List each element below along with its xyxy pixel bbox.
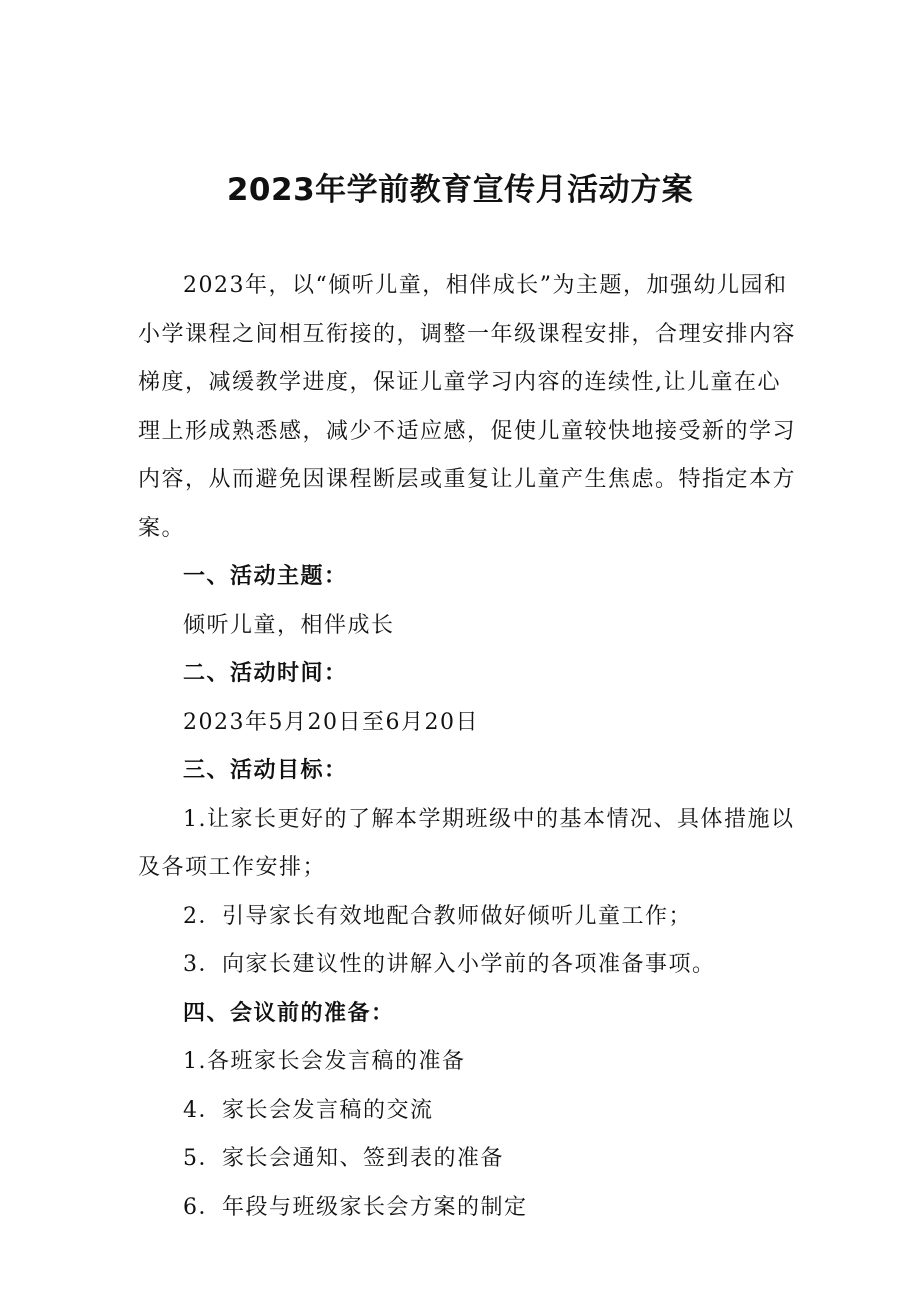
goal-item: 1.让家长更好的了解本学期班级中的基本情况、具体措施以及各项工作安排；	[138, 806, 795, 880]
preparation-item: 1.各班家长会发言稿的准备	[183, 1049, 466, 1074]
section-heading-goals: 三、活动目标：	[183, 758, 348, 783]
section-heading-time: 二、活动时间：	[183, 661, 348, 686]
preparation-item: 5．家长会通知、签到表的准备	[183, 1146, 504, 1171]
document-body	[138, 262, 798, 1232]
goal-item: 3．向家长建议性的讲解入小学前的各项准备事项。	[183, 952, 716, 977]
time-text: 2023年5月20日至6月20日	[183, 709, 479, 735]
section-heading-preparation: 四、会议前的准备：	[183, 1000, 395, 1026]
section-heading-theme: 一、活动主题：	[183, 564, 348, 589]
goal-item: 2．引导家长有效地配合教师做好倾听儿童工作；	[183, 903, 692, 929]
theme-text: 倾听儿童，相伴成长	[183, 612, 395, 638]
intro-paragraph: 2023年，以“倾听儿童，相伴成长”为主题，加强幼儿园和小学课程之间相互衔接的，调整一年级课程安排，合理安排内容梯度，减缓教学进度，保证儿童学习内容的连续性,让儿童在心理上形成熟悉感，减少不适应感，促使儿童较快地接受新的学习内容，从而避免因课程断层或重复让儿童产生焦虑。特指定本方案。	[138, 273, 797, 541]
preparation-item: 6．年段与班级家长会方案的制定	[183, 1194, 528, 1220]
preparation-item: 4．家长会发言稿的交流	[183, 1097, 434, 1123]
document-title: 2023年学前教育宣传月活动方案	[226, 172, 694, 208]
